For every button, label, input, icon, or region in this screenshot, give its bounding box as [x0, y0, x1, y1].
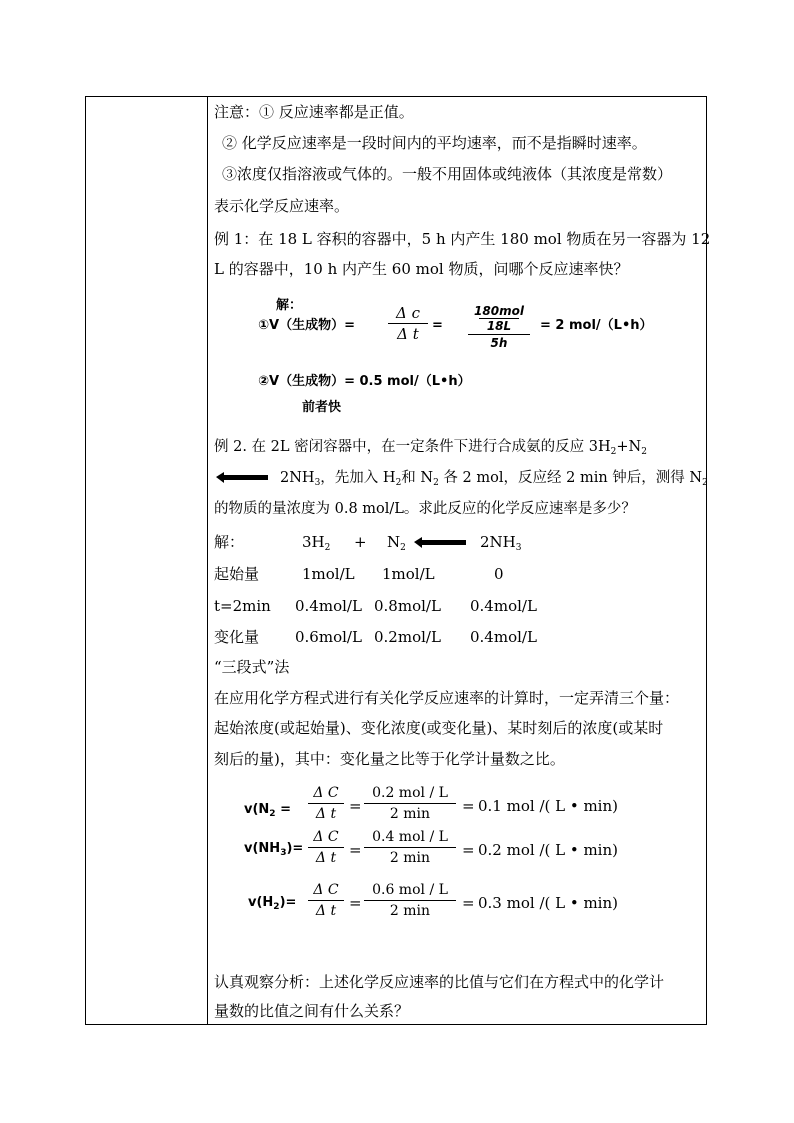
step1-label: ①V（生成物）= [258, 318, 355, 333]
conclusion: 前者快 [302, 400, 342, 415]
frac-bot: 5h [490, 336, 508, 350]
row-cell: 0 [494, 565, 504, 583]
para-3: 刻后的量)，其中：变化量之比等于化学计量数之比。 [214, 750, 565, 768]
para-2: 起始浓度(或起始量)、变化浓度(或变化量)、某时刻后的浓度(或某时 [214, 719, 664, 737]
note-3-cont: 表示化学反应速率。 [214, 197, 350, 215]
para-1: 在应用化学方程式进行有关化学反应速率的计算时，一定弄清三个量： [214, 689, 680, 707]
row-cell: 0.4mol/L [470, 628, 537, 646]
example2-line3: 的物质的量浓度为 0.8 mol/L。求此反应的化学反应速率是多少？ [214, 501, 636, 517]
eq-3h2: $3H_2$ [302, 533, 331, 553]
example2-line1: 例 2. 在 2L 密闭容器中，在一定条件下进行合成氨的反应 $3H_2+N_2$ [214, 439, 647, 457]
row-label: t=2min [214, 597, 271, 615]
equals-sign: = [432, 318, 443, 333]
rate-result: 0.2 mol /( L • min) [478, 841, 618, 859]
row-cell: 0.2mol/L [374, 628, 441, 646]
eq-n2: $N_2$ [387, 533, 406, 553]
note-1: 注意：① 反应速率都是正值。 [214, 103, 414, 121]
note-2: ② 化学反应速率是一段时间内的平均速率，而不是指瞬时速率。 [222, 134, 647, 152]
closing-line2: 量数的比值之间有什么关系？ [214, 1002, 410, 1020]
rate-label-h2: $v(H_2)=$ [248, 895, 297, 912]
frac-top: 180mol [474, 304, 524, 318]
dc: Δ c [395, 304, 420, 322]
step2: ②V（生成物）= 0.5 mol/（L•h） [258, 374, 471, 389]
row-cell: 0.4mol/L [470, 597, 537, 615]
eq-2nh3: $2NH_3$ [480, 533, 522, 553]
rate-result: 0.3 mol /( L • min) [478, 894, 618, 912]
example2-line2: $2NH_3$，先加入 $H_2$和 $N_2$ 各 2 mol，反应经 2 min 钟后，测得 $N_2$ [280, 470, 708, 488]
row-cell: 1mol/L [302, 565, 355, 583]
solve-label: 解： [276, 298, 303, 313]
reaction-arrow [222, 475, 268, 480]
rate-value-frac: 0.2 mol / L 2 min [364, 784, 456, 823]
example1-line2: L 的容器中，10 h 内产生 60 mol 物质，问哪个反应速率快？ [214, 260, 629, 278]
column-divider [207, 96, 208, 1025]
result1: = 2 mol/（L•h） [540, 318, 653, 333]
reaction-arrow-2 [420, 540, 466, 545]
rate-label-n2: $v(N_2$ = [244, 802, 291, 819]
method-title: “三段式”法 [214, 658, 290, 676]
rate-frac: Δ C Δ t [308, 881, 344, 920]
row-cell: 0.6mol/L [295, 628, 362, 646]
closing-line1: 认真观察分析：上述化学反应速率的比值与它们在方程式中的化学计 [214, 973, 665, 991]
row-label: 起始量 [214, 565, 260, 583]
row-cell: 0.4mol/L [295, 597, 362, 615]
frac-mid: 18L [486, 319, 512, 333]
eq-plus: + [354, 533, 367, 551]
row-cell: 1mol/L [382, 565, 435, 583]
rate-frac: Δ C Δ t [308, 784, 344, 823]
dc-dt-fraction [388, 304, 428, 343]
solve2-label: 解： [214, 533, 245, 551]
rate-value-frac: 0.4 mol / L 2 min [364, 828, 456, 867]
rate-label-nh3: $v(NH_3)=$ [244, 841, 304, 858]
rate-result: 0.1 mol /( L • min) [478, 797, 618, 815]
note-3: ③浓度仅指溶液或气体的。一般不用固体或纯液体（其浓度是常数） [222, 165, 673, 183]
row-label: 变化量 [214, 628, 260, 646]
rate-frac: Δ C Δ t [308, 828, 344, 867]
row-cell: 0.8mol/L [374, 597, 441, 615]
compound-fraction [468, 304, 530, 350]
dt: Δ t [397, 325, 419, 343]
rate-value-frac: 0.6 mol / L 2 min [364, 881, 456, 920]
example1-line1: 例 1：在 18 L 容积的容器中，5 h 内产生 180 mol 物质在另一容器为 12 [214, 230, 711, 248]
